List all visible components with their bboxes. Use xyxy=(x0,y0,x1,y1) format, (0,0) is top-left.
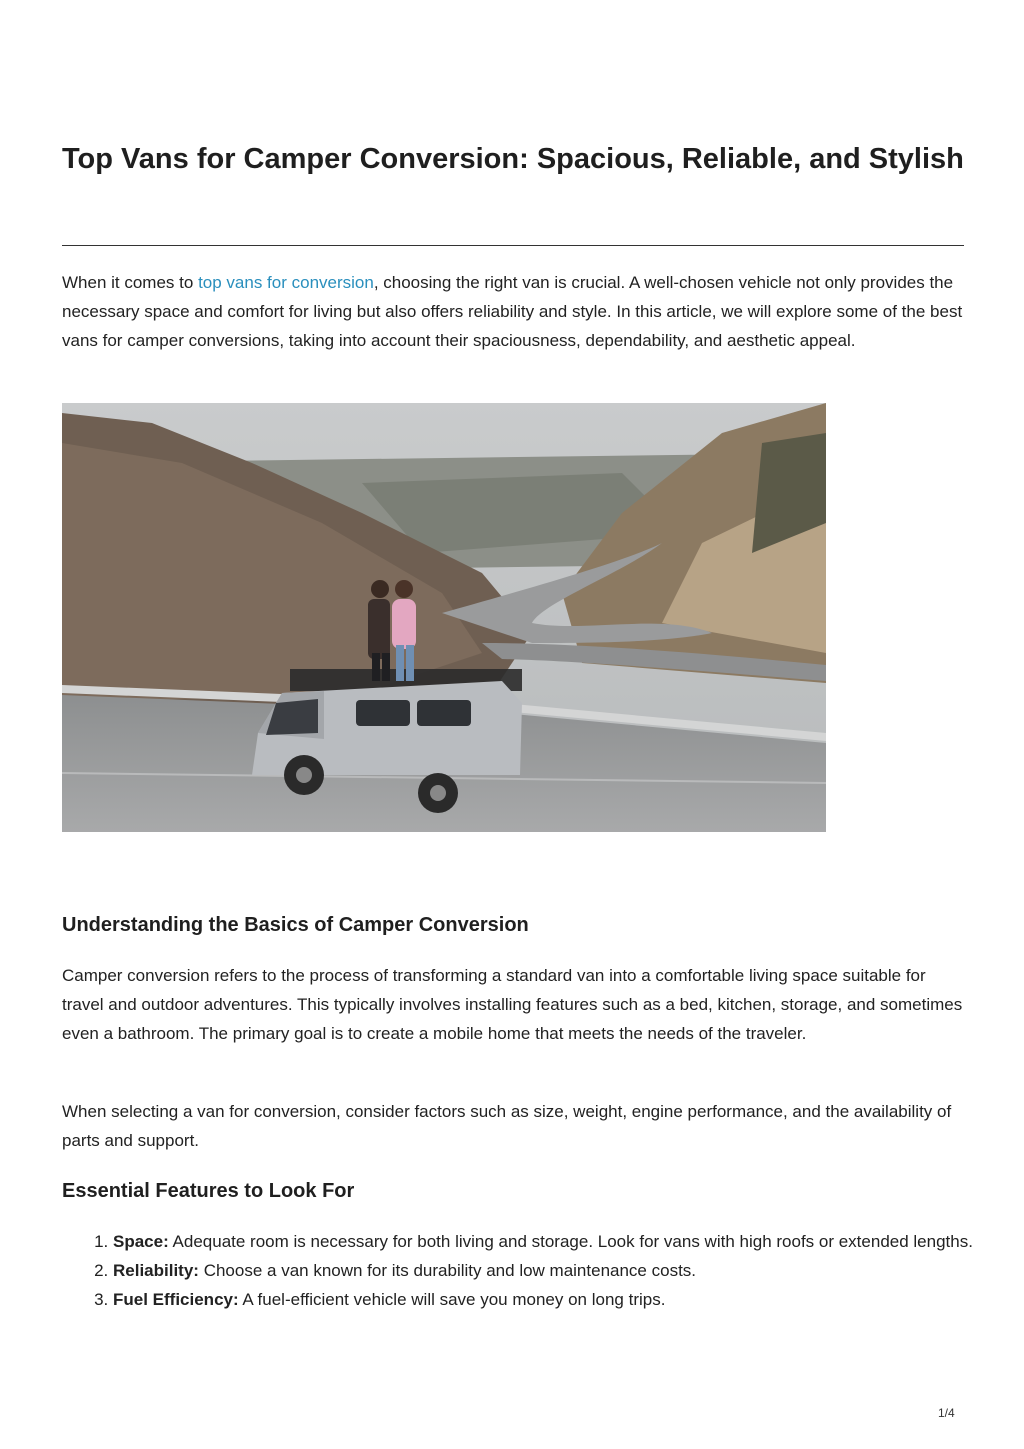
section-heading-features: Essential Features to Look For xyxy=(62,1180,355,1202)
intro-text-end: , choosing the right van is crucial. A well-chosen vehicle not only provides the necessary space and comfort for living but also offers reliability and style. In this article, we will explore some of the best vans for camper conversions, taking into account their spaciousness, dependability, and aesthetic appeal. xyxy=(62,273,963,350)
list-item xyxy=(113,1256,993,1285)
list-item-text: Choose a van known for its durability and low maintenance costs. xyxy=(198,1261,697,1280)
list-item xyxy=(113,1285,993,1314)
title-divider xyxy=(62,245,964,246)
intro-text-start: When it comes to xyxy=(62,273,199,292)
list-item-term: Reliability: xyxy=(113,1261,199,1280)
features-list xyxy=(62,1227,993,1314)
hero-image-van-on-mountain-road xyxy=(62,403,826,832)
paragraph-basics-1: Camper conversion refers to the process of transforming a standard van into a comfortable living space suitable for travel and outdoor adventures. This typically involves installing features such as a bed, kitchen, storage, and sometimes even a bathroom. The primary goal is to create a mobile home that meets the needs of the traveler. xyxy=(62,966,963,1043)
section-heading-basics: Understanding the Basics of Camper Conversion xyxy=(62,914,529,936)
list-item-term: Fuel Efficiency: xyxy=(113,1290,239,1309)
list-item-text: A fuel-efficient vehicle will save you money on long trips. xyxy=(238,1290,666,1309)
list-item xyxy=(113,1227,993,1256)
paragraph-basics-2: When selecting a van for conversion, consider factors such as size, weight, engine performance, and the availability of parts and support. xyxy=(62,1102,952,1150)
intro-paragraph xyxy=(62,268,964,355)
top-vans-link[interactable]: top vans for conversion xyxy=(198,273,374,292)
list-item-term: Space: xyxy=(113,1232,169,1251)
article-title: Top Vans for Camper Conversion: Spacious, Reliable, and Stylish xyxy=(62,143,964,175)
list-item-text: Adequate room is necessary for both living and storage. Look for vans with high roofs or extended lengths. xyxy=(168,1232,973,1251)
page-number: 1/4 xyxy=(938,1406,955,1420)
